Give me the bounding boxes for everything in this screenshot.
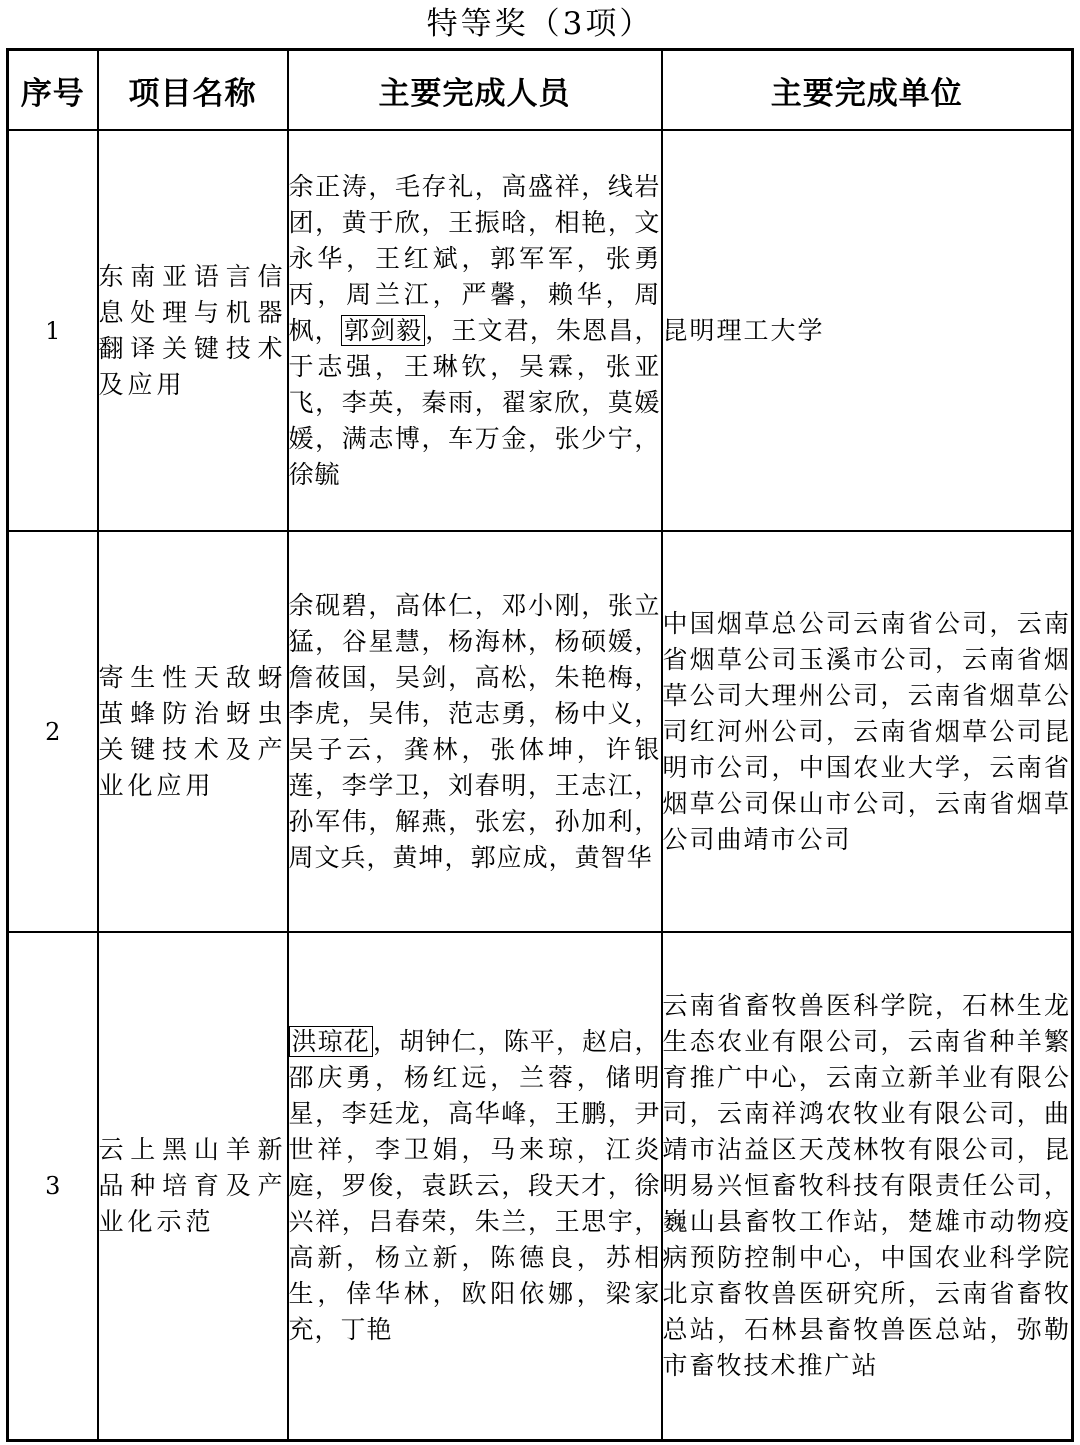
person-name: 朱兰 [474,1206,528,1236]
page-title: 特等奖（3项） [426,6,654,42]
person-name: 文永华 [288,207,661,273]
person-name: 李卫娟 [374,1134,462,1164]
person-name: 线岩团 [288,171,661,237]
project-name: 云上黑山羊新品种培育及产业化示范 [98,1134,287,1236]
people-list: 洪琼花 ，胡钟仁，陈平，赵启，邵庆勇，杨红远，兰蓉，储明星，李廷龙，高华峰，王鹏，尹世祥，李卫娟，马来琼，江炎庭，罗俊，袁跃云，段天才，徐兴祥，吕春荣，朱兰，王思宇，高新，杨立新，陈德良，苏相生，倖华林，欧阳依娜，梁家充，丁艳 [288,1026,661,1344]
people-cell [288,932,662,1440]
person-name: 陈平 [503,1026,556,1056]
person-name: 相艳 [554,207,608,237]
person-name: 孙加利 [554,806,635,836]
person-name: 尹世祥 [288,1098,661,1164]
person-name: 黄于欣 [341,207,422,237]
person-name: 王鹏 [554,1098,608,1128]
person-name: 赵启 [582,1026,635,1056]
people-cell [288,531,662,932]
project-name: 寄生性天敌蚜茧蜂防治蚜虫关键技术及产业化应用 [98,662,287,800]
person-name: 朱艳梅 [554,662,635,692]
person-name: 兰蓉 [519,1062,577,1092]
person-name: 吴子云 [288,734,375,764]
person-name: 许银莲 [288,734,661,800]
person-name: 周文兵 [288,842,367,872]
person-name: 徐兴祥 [288,1170,661,1236]
person-name: 周兰江 [346,279,433,309]
person-name: 丁艳 [340,1314,393,1344]
person-name: 翟家欣 [501,387,582,417]
person-name: 高松 [474,662,528,692]
unit-cell [662,130,1073,531]
person-name: 严馨 [461,279,520,309]
person-name: 王思宇 [554,1206,635,1236]
person-name: 倖华林 [346,1278,433,1308]
person-name: 黄智华 [574,842,653,872]
person-name: 解燕 [394,806,449,836]
person-name: 杨立新 [374,1242,462,1272]
person-name: 赖华 [547,279,606,309]
person-name: 李英 [341,387,395,417]
people-list: 余砚碧，高体仁，邓小刚，张立猛，谷星慧，杨海林，杨硕媛，詹莜国，吴剑，高松，朱艳梅，李虎，吴伟，范志勇，杨中义，吴子云，龚林，张体坤，许银莲，李学卫，刘春明，王志江，孙军伟，解燕，张宏，孙加利，周文兵，黄坤，郭应成，黄智华 [288,590,661,872]
person-name: 高盛祥 [501,171,582,201]
table-row [8,932,1073,1440]
row-number: 2 [8,531,98,932]
unit-list: 中国烟草总公司云南省公司，云南省烟草公司玉溪市公司，云南省烟草公司大理州公司，云南省烟草公司红河州公司，云南省烟草公司昆明市公司，中国农业大学，云南省烟草公司保山市公司，云南省烟草公司曲靖市公司 [662,608,1071,854]
person-name: 吕春荣 [368,1206,449,1236]
unit-cell [662,932,1073,1440]
project-name-cell [98,130,288,531]
header-unit: 主要完成单位 [662,50,1073,131]
table-header-row [8,50,1073,131]
header-no: 序号 [8,50,98,131]
person-name: 杨红远 [403,1062,491,1092]
person-name: 范志勇 [448,698,528,728]
person-name: 张少宁 [554,423,635,453]
person-name: 高华峰 [448,1098,528,1128]
person-name: 段天才 [527,1170,608,1200]
project-name-cell [98,531,288,932]
person-name: 李学卫 [341,770,422,800]
person-name: 秦雨 [421,387,475,417]
person-name: 张立猛 [288,590,661,656]
project-name: 东南亚语言信息处理与机器翻译关键技术及应用 [98,261,287,399]
person-name: 张体坤 [490,734,577,764]
person-name: 郭军军 [490,243,577,273]
person-name: 罗俊 [341,1170,395,1200]
person-name: 黄坤 [392,842,445,872]
person-name: 邓小刚 [501,590,582,620]
people-list: 余正涛，毛存礼，高盛祥，线岩团，黄于欣，王振晗，相艳，文永华，王红斌，郭军军，张勇丙，周兰江，严馨，赖华，周枫， 郭剑毅 ，王文君，朱恩昌，于志强，王琳钦，吴霖，张亚飞，李英，秦雨，翟家欣，莫媛媛，满志博，车万金，张少宁，徐毓 [288,171,661,489]
person-name: 刘春明 [448,770,528,800]
person-name: 莫媛媛 [288,387,661,453]
table-row [8,130,1073,531]
person-name: 毛存礼 [394,171,475,201]
person-name: 吴剑 [394,662,449,692]
person-name: 王红斌 [374,243,462,273]
person-name: 杨硕媛 [554,626,635,656]
table-row [8,531,1073,932]
person-name: 周枫 [288,279,661,345]
header-people: 主要完成人员 [288,50,662,131]
person-name: 王琳钦 [403,351,491,381]
person-name: 吴伟 [368,698,422,728]
awards-table [6,48,1074,1442]
person-name: 苏相生 [288,1242,661,1308]
person-name: 李廷龙 [341,1098,422,1128]
person-name: 龚林 [403,734,462,764]
person-name: 郭应成 [470,842,549,872]
person-name: 王志江 [554,770,635,800]
header-project-name: 项目名称 [98,50,288,131]
person-name: 谷星慧 [341,626,422,656]
project-name-cell [98,932,288,1440]
person-name: 孙军伟 [288,806,369,836]
person-name: 于志强 [288,351,375,381]
person-name: 吴霖 [519,351,577,381]
row-number: 1 [8,130,98,531]
person-name: 储明星 [288,1062,661,1128]
person-name: 王文君 [451,315,530,345]
person-name: 江炎庭 [288,1134,661,1200]
person-name: 满志博 [341,423,422,453]
person-name: 詹莜国 [288,662,369,692]
person-name: 张亚飞 [288,351,661,417]
person-name: 车万金 [448,423,528,453]
person-name: 袁跃云 [421,1170,502,1200]
person-name: 马来琼 [490,1134,577,1164]
person-name: 邵庆勇 [288,1062,375,1092]
person-name: 张宏 [474,806,528,836]
person-name: 杨海林 [448,626,528,656]
person-name: 陈德良 [490,1242,577,1272]
person-name: 朱恩昌 [556,315,635,345]
person-name: 张勇丙 [288,243,661,309]
unit-list: 昆明理工大学 [662,315,825,345]
row-number: 3 [8,932,98,1440]
person-name: 高体仁 [394,590,475,620]
unit-cell [662,531,1073,932]
person-name: 胡钟仁 [399,1026,478,1056]
people-cell [288,130,662,531]
person-name: 余砚碧 [288,590,369,620]
person-name: 高新 [288,1242,347,1272]
person-name: 梁家充 [288,1278,661,1344]
person-name: 欧阳依娜 [461,1278,577,1308]
person-name: 杨中义 [554,698,635,728]
person-name-boxed: 洪琼花 [289,1026,373,1057]
person-name: 徐毓 [288,459,341,489]
person-name-boxed: 郭剑毅 [341,315,425,346]
person-name: 余正涛 [288,171,369,201]
person-name: 王振晗 [448,207,528,237]
unit-list: 云南省畜牧兽医科学院，石林生龙生态农业有限公司，云南省种羊繁育推广中心，云南立新羊业有限公司，云南祥鸿农牧业有限公司，曲靖市沾益区天茂林牧有限公司，昆明易兴恒畜牧科技有限责任公司，巍山县畜牧工作站，楚雄市动物疫病预防控制中心，中国农业科学院北京畜牧兽医研究所，云南省畜牧总站，石林县畜牧兽医总站，弥勒市畜牧技术推广站 [662,990,1071,1380]
person-name: 李虎 [288,698,342,728]
